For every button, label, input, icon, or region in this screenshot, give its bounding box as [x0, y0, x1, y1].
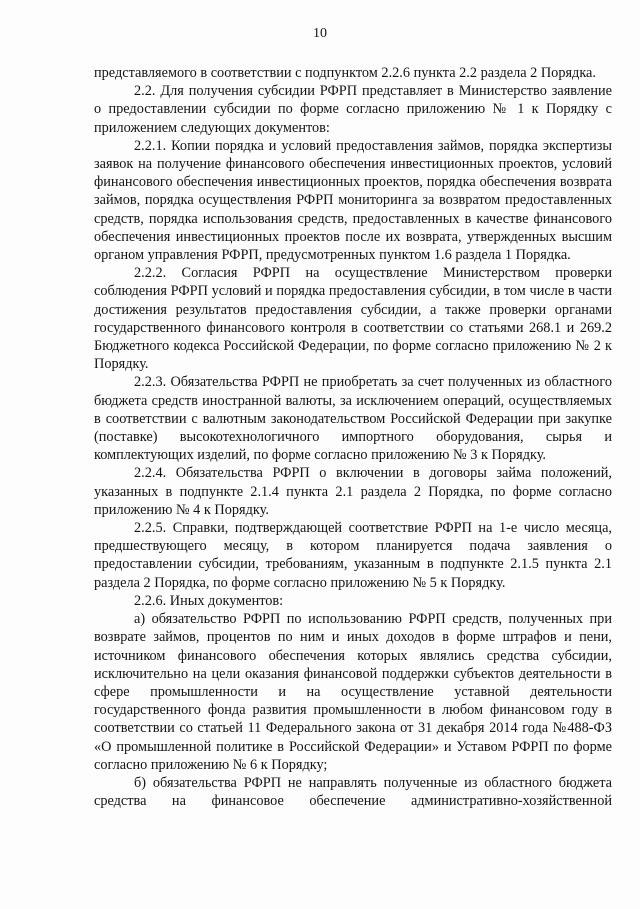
document-body	[94, 64, 612, 810]
paragraph-2-2-2: 2.2.2. Согласия РФРП на осуществление Министерством проверки соблюдения РФРП условий и порядка предоставления субсидии, в том числе в части достижения результатов предоставления субсидии, а также проверки органами государственного финансового контроля в соответствии со статьями 268.1 и 269.2 Бюджетного кодекса Российской Федерации, по форме согласно приложению № 2 к Порядку.	[94, 265, 612, 373]
page-number: 10	[313, 26, 327, 41]
paragraph-2-2-5: 2.2.5. Справки, подтверждающей соответствие РФРП на 1-е число месяца, предшествующего месяцу, в котором планируется подача заявления о предоставлении субсидии, требованиям, указанным в подпункте 2.1.5 пункта 2.1 раздела 2 Порядка, по форме согласно приложению № 5 к Порядку.	[94, 520, 612, 591]
subitem-b: б) обязательства РФРП не направлять полученные из областного бюджета средства на финансовое обеспечение административно-хозяйственной	[94, 774, 612, 810]
paragraph-2-2-1: 2.2.1. Копии порядка и условий предоставления займов, порядка экспертизы заявок на получение финансового обеспечения инвестиционных проектов, условий финансового обеспечения инвестиционных проектов, порядка обеспечения возврата займов, порядка осуществления РФРП мониторинга за возвратом предоставленных средств, порядка использования средств, предоставленных в качестве финансового обеспечения инвестиционных проектов после их возврата, утвержденных высшим органом управления РФРП, предусмотренных пунктом 1.6 раздела 1 Порядка.	[94, 137, 612, 264]
paragraph-continuation: представляемого в соответствии с подпунктом 2.2.6 пункта 2.2 раздела 2 Порядка.	[94, 65, 596, 81]
subitem-a: а) обязательство РФРП по использованию РФРП средств, полученных при возврате займов, процентов по ним и иных доходов в форме штрафов и пени, источником финансового обеспечения которых являлись средства субсидии, исключительно на цели оказания финансовой поддержки субъектов деятельности в сфере промышленности и на осуществление уставной деятельности государственного фонда развития промышленности в любом финансовом году в соответствии со статьей 11 Федерального закона от 31 декабря 2014 года №488-ФЗ «О промышленной политике в Российской Федерации» и Уставом РФРП по форме согласно приложению № 6 к Порядку;	[94, 611, 612, 773]
paragraph-2-2-4: 2.2.4. Обязательства РФРП о включении в договоры займа положений, указанных в подпункте 2.1.4 пункта 2.1 раздела 2 Порядка, по форме согласно приложению № 4 к Порядку.	[94, 465, 612, 518]
paragraph-2-2-3: 2.2.3. Обязательства РФРП не приобретать за счет полученных из областного бюджета средств иностранной валюты, за исключением операций, осуществляемых в соответствии с валютным законодательством Российской Федерации при закупке (поставке) высокотехнологичного импортного оборудования, сырья и комплектующих изделий, по форме согласно приложению № 3 к Порядку.	[94, 374, 612, 464]
paragraph-2-2-6: 2.2.6. Иных документов:	[134, 592, 284, 609]
paragraph-2-2: 2.2. Для получения субсидии РФРП представляет в Министерство заявление о предоставлении субсидии по форме согласно приложению № 1 к Порядку с приложением следующих документов:	[94, 83, 612, 136]
